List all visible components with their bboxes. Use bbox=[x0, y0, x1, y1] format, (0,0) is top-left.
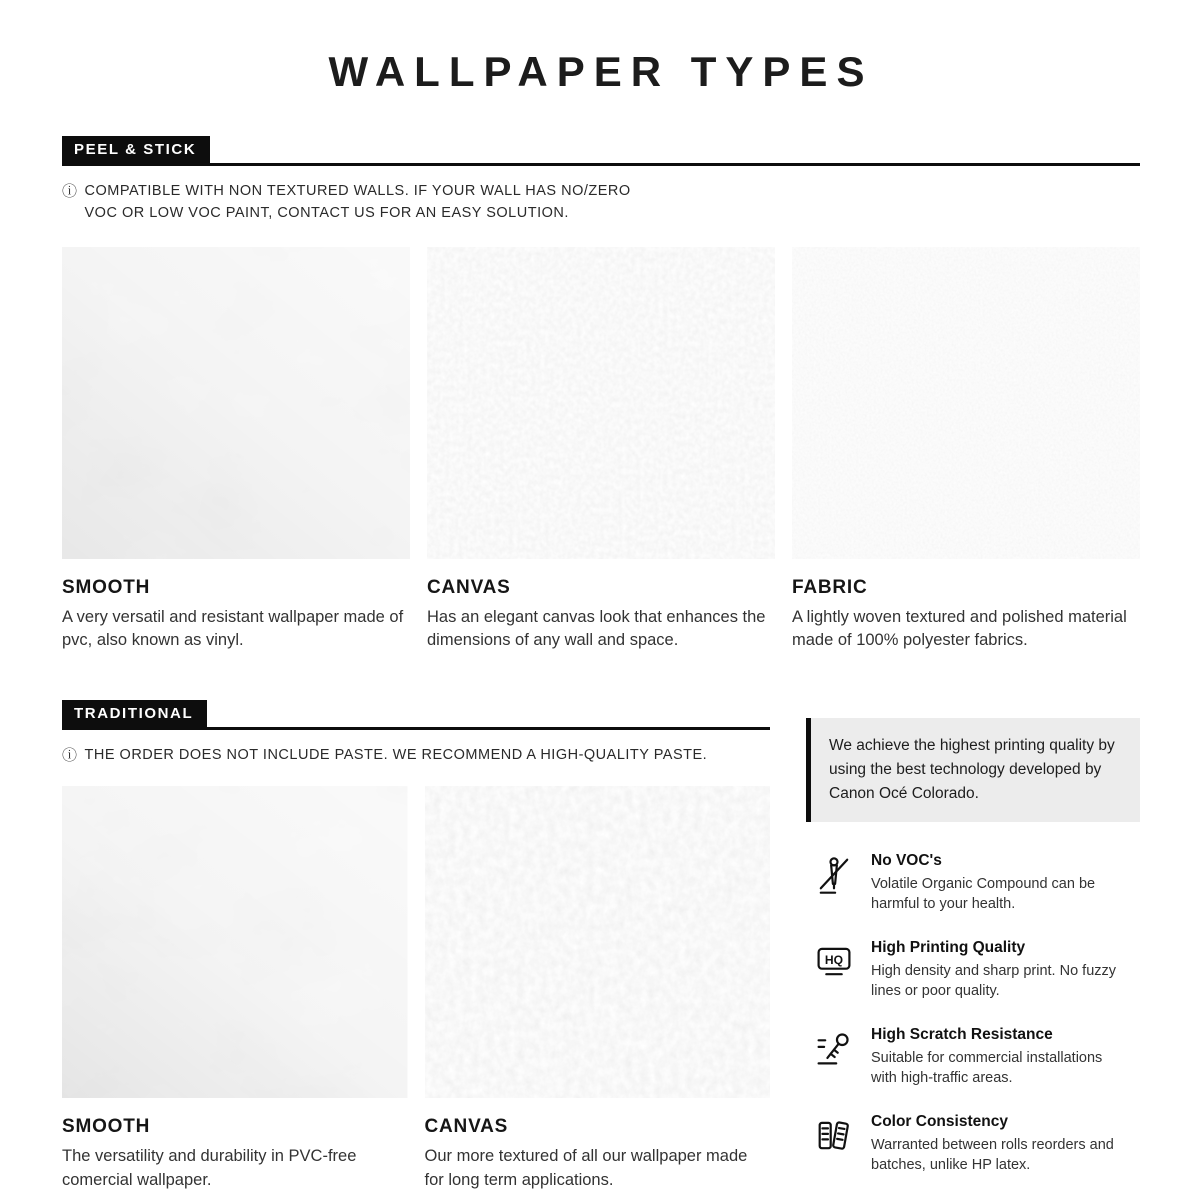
feature-description: Volatile Organic Compound can be harmful to your health. bbox=[871, 875, 1096, 912]
swatch-name: SMOOTH bbox=[62, 1116, 151, 1138]
traditional-note-text: THE ORDER DOES NOT INCLUDE PASTE. WE RECOMMEND A HIGH-QUALITY PASTE. bbox=[84, 746, 708, 763]
no-voc-icon bbox=[812, 852, 856, 896]
fabric-texture-image bbox=[792, 247, 1140, 559]
peel-and-stick-note-text: COMPATIBLE WITH NON TEXTURED WALLS. IF YOUR WALL HAS NO/ZERO VOC OR LOW VOC PAINT, CONTACT US FOR AN EASY SOLUTION. bbox=[84, 183, 631, 221]
smooth-texture-swatch bbox=[62, 247, 410, 559]
info-icon: ⓘ bbox=[62, 183, 78, 200]
swatch-name: CANVAS bbox=[427, 576, 511, 598]
feature-title: No VOC's bbox=[871, 851, 942, 869]
canvas-texture-swatch bbox=[427, 247, 775, 559]
color-swatch-icon bbox=[812, 1113, 856, 1157]
section-header-peel-and-stick bbox=[62, 136, 1140, 166]
scratch-resistance-icon bbox=[812, 1026, 856, 1070]
swatch-name: SMOOTH bbox=[62, 576, 151, 598]
swatch-card-smooth bbox=[62, 247, 410, 652]
traditional-swatch-grid bbox=[62, 786, 770, 1191]
feature-title: Color Consistency bbox=[871, 1112, 1008, 1130]
feature-description: Suitable for commercial installations with high-traffic areas. bbox=[871, 1049, 1103, 1086]
swatch-card-smooth-traditional bbox=[62, 786, 408, 1191]
svg-text:HQ: HQ bbox=[824, 952, 844, 967]
peel-and-stick-swatch-grid bbox=[62, 247, 1140, 652]
section-badge-peel-and-stick: PEEL & STICK bbox=[62, 136, 210, 163]
feature-color-consistency bbox=[806, 1113, 1140, 1175]
swatch-card-fabric bbox=[792, 247, 1140, 652]
swatch-name: FABRIC bbox=[792, 576, 868, 598]
swatch-description: Has an elegant canvas look that enhances the dimensions of any wall and space. bbox=[427, 607, 766, 649]
section-badge-traditional: TRADITIONAL bbox=[62, 700, 207, 727]
feature-high-printing-quality bbox=[806, 939, 1140, 1001]
canvas-texture-image bbox=[427, 247, 775, 559]
swatch-card-canvas bbox=[427, 247, 775, 652]
swatch-card-canvas-traditional bbox=[425, 786, 771, 1191]
quality-panel bbox=[806, 700, 1140, 1200]
peel-and-stick-note bbox=[62, 181, 662, 225]
hq-badge-icon bbox=[812, 939, 856, 983]
swatch-description: A very versatil and resistant wallpaper made of pvc, also known as vinyl. bbox=[62, 607, 404, 649]
feature-high-scratch-resistance bbox=[806, 1026, 1140, 1088]
swatch-name: CANVAS bbox=[424, 1116, 509, 1138]
canvas-texture-swatch bbox=[425, 786, 771, 1098]
page-title: WALLPAPER TYPES bbox=[328, 48, 874, 95]
section-peel-and-stick bbox=[62, 136, 1140, 652]
feature-description: High density and sharp print. No fuzzy lines or poor quality. bbox=[871, 962, 1117, 999]
traditional-note bbox=[62, 745, 770, 767]
feature-title: High Printing Quality bbox=[871, 938, 1026, 956]
section-traditional bbox=[62, 700, 770, 1200]
feature-description: Warranted between rolls reorders and batches, unlike HP latex. bbox=[871, 1136, 1114, 1173]
canvas-texture-image bbox=[425, 786, 771, 1098]
feature-no-voc bbox=[806, 852, 1140, 914]
smooth-texture-image bbox=[62, 247, 410, 559]
feature-title: High Scratch Resistance bbox=[871, 1025, 1053, 1043]
swatch-description: A lightly woven textured and polished material made of 100% polyester fabrics. bbox=[792, 607, 1127, 649]
bottom-row bbox=[62, 700, 1140, 1200]
swatch-description: The versatility and durability in PVC-free comercial wallpaper. bbox=[62, 1147, 357, 1189]
swatch-description: Our more textured of all our wallpaper made for long term applications. bbox=[424, 1147, 748, 1189]
printing-quality-quote: We achieve the highest printing quality by using the best technology developed by Canon Océ Colorado. bbox=[806, 718, 1140, 822]
smooth-texture-swatch bbox=[62, 786, 408, 1098]
info-icon: ⓘ bbox=[62, 746, 78, 764]
section-header-traditional bbox=[62, 700, 770, 730]
smooth-texture-image bbox=[62, 786, 408, 1098]
fabric-texture-swatch bbox=[792, 247, 1140, 559]
